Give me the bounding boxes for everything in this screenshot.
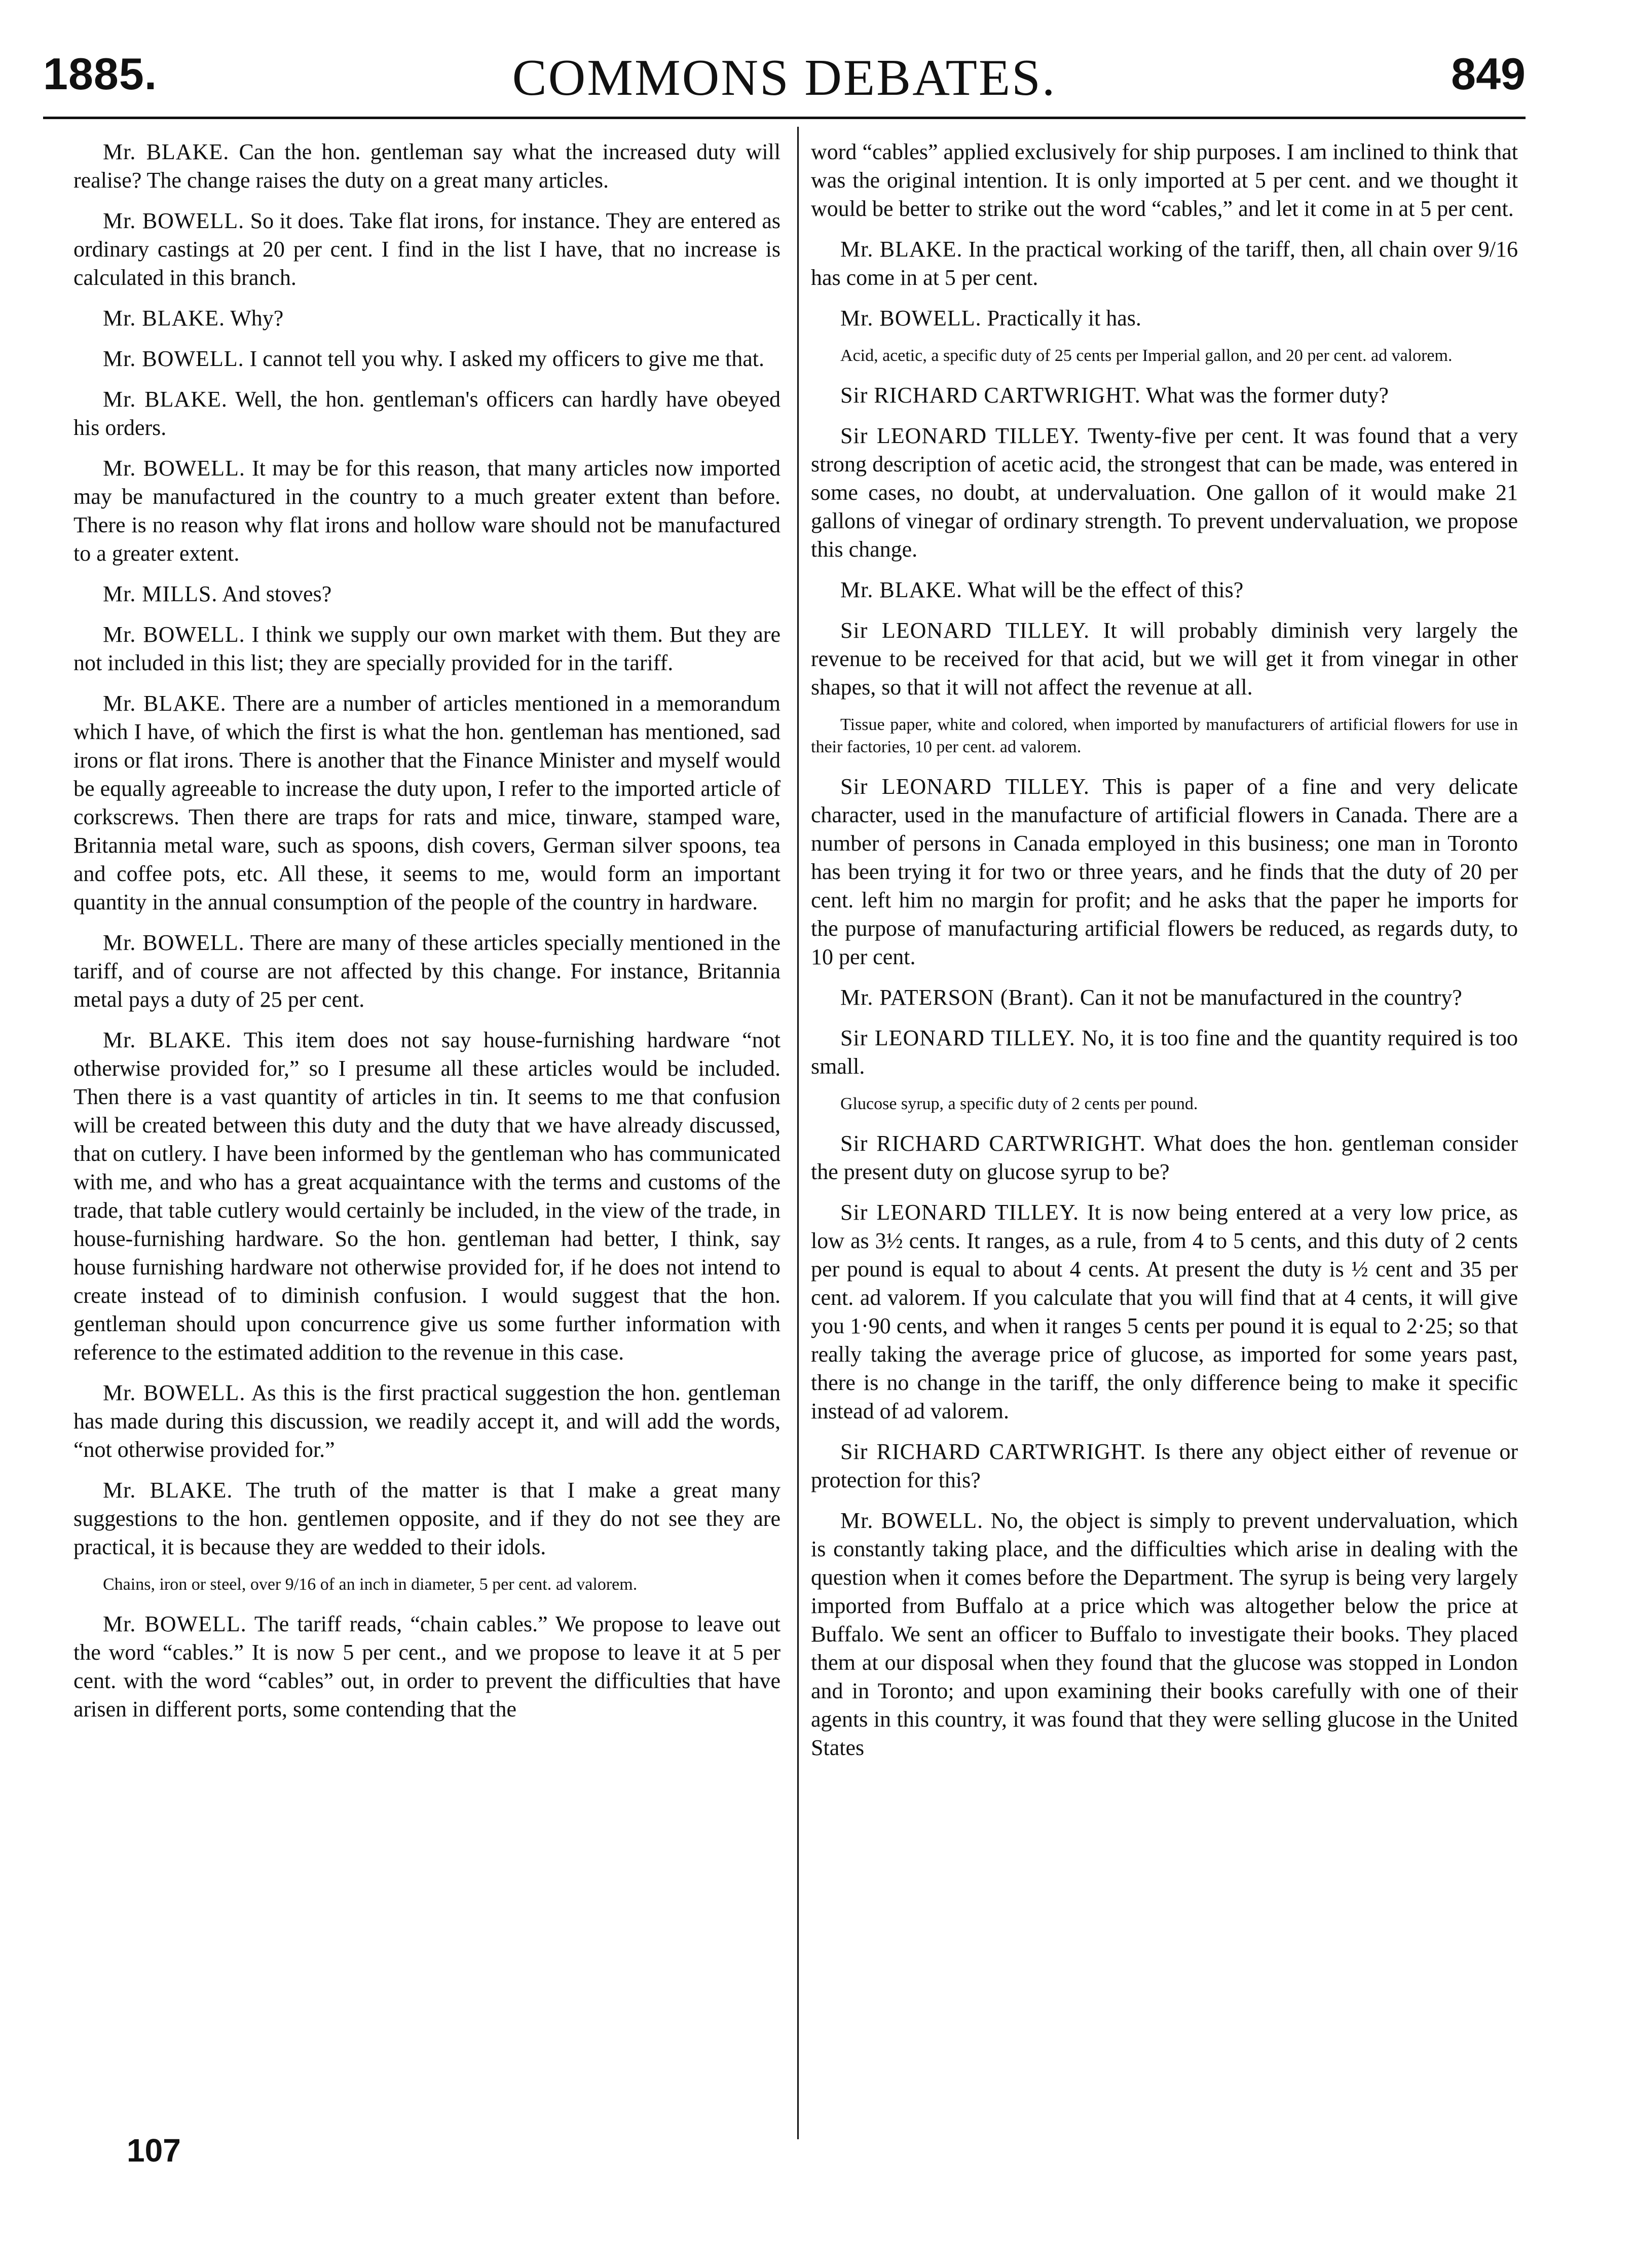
speaker-name: Mr. BLAKE. [103,387,228,412]
header-year: 1885. [43,49,158,99]
paragraph-text: It is now being entered at a very low price, as low as 3½ cents. It ranges, as a rule, from 4 to 5 cents, and this duty of 2 cents per pound is equal to about 4 cents. At present the duty is ½ cent and 35 per cent. ad valorem. If you calculate that you will find that at 4 cents, it will give you 1·90 cents, and when it ranges 5 cents per pound it is equal to 2·25; so that really taking the average price of glucose, as imported for some years past, there is no change in the tariff, the only difference being to make it specific instead of ad valorem. [811,1200,1518,1423]
paragraph-text: And stoves? [221,581,332,606]
paragraph-text: No, it is too fine and the quantity required is too small. [811,1026,1518,1079]
speech-paragraph [73,385,781,442]
tariff-item [811,1093,1518,1115]
speech-paragraph [811,235,1518,292]
speaker-name: Sir RICHARD CARTWRIGHT. [840,1131,1146,1156]
paragraph-text: What was the former duty? [1145,383,1389,408]
speaker-name: Mr. BLAKE. [840,237,963,262]
speaker-name: Mr. BOWELL. [840,1508,984,1533]
paragraph-text: Acid, acetic, a specific duty of 25 cents per Imperial gallon, and 20 per cent. ad valorem. [840,346,1453,365]
paragraph-text: The tariff reads, “chain cables.” We propose to leave out the word “cables.” It is now 5 per cent., and we propose to leave it at 5 per cent. with the word “cables” out, in order to prevent the difficulties that have arisen in different ports, some contending that the [73,1612,781,1722]
speaker-name: Mr. BLAKE. [840,577,962,602]
speaker-name: Sir LEONARD TILLEY. [840,1200,1079,1225]
signature-mark: 107 [127,2132,181,2169]
paragraph-text: Can it not be manufactured in the country? [1080,985,1462,1010]
speech-paragraph [811,422,1518,564]
speaker-name: Mr. BLAKE. [103,1028,232,1052]
paragraph-text: The truth of the matter is that I make a great many suggestions to the hon. gentlemen opposite, and if they do not see they are practical, it is because they are wedded to their idols. [73,1478,781,1559]
paragraph-text: Tissue paper, white and colored, when imported by manufacturers of artificial flowers for use in their factories, 10 per cent. ad valorem. [811,715,1518,756]
tariff-item [73,1574,781,1596]
speaker-name: Mr. BOWELL. [840,306,982,331]
header-rule [43,117,1526,119]
paragraph-text: I cannot tell you why. I asked my officers to give me that. [249,346,765,371]
speaker-name: Mr. BOWELL. [103,930,245,955]
speech-paragraph [73,580,781,608]
paragraph-text: No, the object is simply to prevent undervaluation, which is constantly taking place, and the difficulties which arise in dealing with the question when it comes before the Department. The syrup is being very largely imported from Buffalo at a price which was altogether below the price at Buffalo. We sent an officer to Buffalo to investigate their books. They placed them at our disposal when they found that the glucose was stopped in London and in Toronto; and upon examining their books carefully with one of their agents in this country, it was found that they were selling glucose in the United States [811,1508,1518,1760]
header-page-number: 849 [1451,49,1526,99]
speech-paragraph [811,381,1518,410]
paragraph-text: This is paper of a fine and very delicate character, used in the manufacture of artificial flowers in Canada. There are a number of persons in Canada employed in this business; one man in Toronto has been trying it for two or three years, and he finds that the duty of 20 per cent. left him no margin for profit; and he asks that the paper he imports for the purpose of manufacturing artificial flowers be reduced, as regards duty, to 10 per cent. [811,774,1518,969]
paragraph-text: Why? [230,306,284,331]
column-divider [797,127,799,2139]
speech-paragraph [811,773,1518,971]
speaker-name: Mr. BOWELL. [103,622,245,647]
right-column [811,138,1518,2140]
left-column [73,138,781,2140]
speech-paragraph [73,1610,781,1724]
speaker-name: Mr. BLAKE. [103,691,227,716]
speaker-name: Mr. BLAKE. [103,306,225,331]
speaker-name: Sir RICHARD CARTWRIGHT. [840,383,1141,408]
speaker-name: Sir LEONARD TILLEY. [840,423,1080,448]
speech-paragraph [73,454,781,568]
tariff-item [811,714,1518,758]
speech-paragraph [73,207,781,292]
speech-paragraph [73,1476,781,1561]
speaker-name: Mr. BOWELL. [103,1612,247,1636]
speech-paragraph [811,304,1518,333]
paragraph-text: It will probably diminish very largely the revenue to be received for that acid, but we will get it from vinegar in other shapes, so that it will not affect the revenue at all. [811,618,1518,700]
paragraph-text: Well, the hon. gentleman's officers can hardly have obeyed his orders. [73,387,781,440]
paragraph-text: What will be the effect of this? [968,577,1244,602]
speaker-name: Mr. BOWELL. [103,1380,246,1405]
speaker-name: Mr. PATERSON (Brant). [840,985,1074,1010]
paragraph-text: It may be for this reason, that many articles now imported may be manufactured in the country to a much greater extent than before. There is no reason why flat irons and hollow ware should not be manufactured to a greater extent. [73,456,781,566]
speaker-name: Mr. BOWELL. [103,456,245,481]
paragraph-text: What does the hon. gentleman consider the present duty on glucose syrup to be? [811,1131,1518,1184]
paragraph-text: word “cables” applied exclusively for ship purposes. I am inclined to think that was the original intention. It is only imported at 5 per cent. and we thought it would be better to strike out the word “cables,” and let it come in at 5 per cent. [811,139,1518,221]
speech-paragraph [73,1379,781,1464]
paragraph-text: Practically it has. [987,306,1141,331]
speaker-name: Mr. BOWELL. [103,208,245,233]
paragraph-text: There are a number of articles mentioned in a memorandum which I have, of which the first is what the hon. gentleman has mentioned, sad irons or flat irons. There is another that the Finance Minister and myself would be equally agreeable to increase the duty upon, I refer to the imported article of corkscrews. Then there are traps for rats and mice, tinware, stamped ware, Britannia metal ware, such as spoons, dish covers, German silver spoons, tea and coffee pots, etc. All these, it seems to me, would form an important quantity in the annual consumption of the people of the country in hardware. [73,691,781,914]
speech-paragraph [811,1129,1518,1186]
speech-paragraph [811,1438,1518,1494]
paragraph-text: As this is the first practical suggestion the hon. gentleman has made during this discussion, we readily accept it, and will add the words, “not otherwise provided for.” [73,1380,781,1462]
speech-paragraph [73,345,781,373]
speaker-name: Mr. MILLS. [103,581,218,606]
speaker-name: Sir LEONARD TILLEY. [840,1026,1075,1050]
speech-paragraph [73,304,781,333]
paragraph-continuation [811,138,1518,223]
tariff-item [811,345,1518,367]
paragraph-text: Is there any object either of revenue or protection for this? [811,1439,1518,1492]
speech-paragraph [811,616,1518,702]
speech-paragraph [811,1024,1518,1081]
paragraph-text: So it does. Take flat irons, for instance. They are entered as ordinary castings at 20 per cent. I find in the list I have, that no increase is calculated in this branch. [73,208,781,290]
speech-paragraph [73,1026,781,1367]
speech-paragraph [73,138,781,195]
paragraph-text: Twenty-five per cent. It was found that a very strong description of acetic acid, the strongest that can be made, was entered in some cases, no doubt, at undervaluation. One gallon of it would make 21 gallons of vinegar of ordinary strength. To prevent undervaluation, we propose this change. [811,423,1518,562]
speech-paragraph [73,689,781,917]
speech-paragraph [811,1507,1518,1762]
speaker-name: Mr. BLAKE. [103,1478,233,1503]
speech-paragraph [811,1198,1518,1425]
paragraph-text: This item does not say house-furnishing hardware “not otherwise provided for,” so I presume all these articles would be included. Then there is a vast quantity of articles in tin. It seems to me that confusion will be created between this duty and the duty that we have already discussed, that on cutlery. I have been informed by the gentleman who has communicated with me, and who has a great acquaintance with the terms and customs of the trade, that table cutlery would certainly be included, in the view of the trade, in house-furnishing hardware. So the hon. gentleman had better, I think, say house furnishing hardware not otherwise provided for, if he does not intend to create instead of to diminish confusion. I would suggest that the hon. gentleman should upon concurrence give us some further information with reference to the estimated addition to the revenue in this case. [73,1028,781,1365]
speaker-name: Mr. BLAKE. [103,139,230,164]
paragraph-text: I think we supply our own market with them. But they are not included in this list; they are specially provided for in the tariff. [73,622,781,675]
speech-paragraph [73,620,781,677]
speaker-name: Sir RICHARD CARTWRIGHT. [840,1439,1146,1464]
speaker-name: Mr. BOWELL. [103,346,244,371]
speaker-name: Sir LEONARD TILLEY. [840,774,1090,799]
paragraph-text: There are many of these articles specially mentioned in the tariff, and of course are not affected by this change. For instance, Britannia metal pays a duty of 25 per cent. [73,930,781,1012]
speech-paragraph [73,929,781,1014]
header-title: COMMONS DEBATES. [512,49,1057,106]
paragraph-text: Glucose syrup, a specific duty of 2 cents per pound. [840,1094,1198,1113]
speech-paragraph [811,576,1518,604]
paragraph-text: Chains, iron or steel, over 9/16 of an inch in diameter, 5 per cent. ad valorem. [103,1575,638,1594]
paragraph-text: In the practical working of the tariff, then, all chain over 9/16 has come in at 5 per cent. [811,237,1518,290]
page-header [43,48,1526,124]
paragraph-text: Can the hon. gentleman say what the increased duty will realise? The change raises the duty on a great many articles. [73,139,781,193]
speech-paragraph [811,983,1518,1012]
speaker-name: Sir LEONARD TILLEY. [840,618,1090,643]
